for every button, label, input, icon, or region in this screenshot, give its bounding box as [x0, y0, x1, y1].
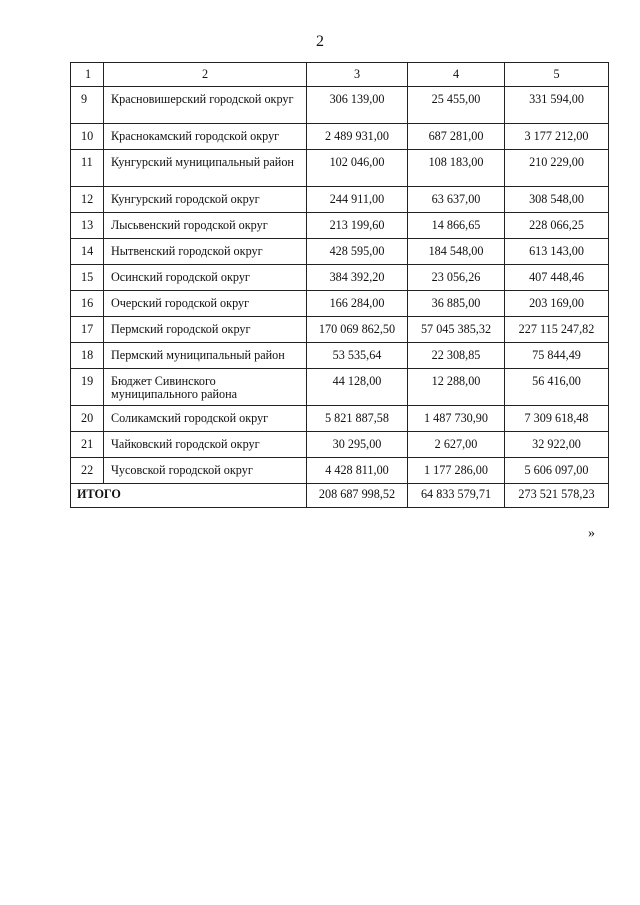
- row-value-col5: 407 448,46: [505, 265, 609, 291]
- row-number: 22: [71, 458, 104, 484]
- row-number: 17: [71, 317, 104, 343]
- row-value-col5: 56 416,00: [505, 369, 609, 406]
- row-district-name: Краснокамский городской округ: [104, 124, 307, 150]
- row-number: 21: [71, 432, 104, 458]
- row-value-col4: 12 288,00: [408, 369, 505, 406]
- row-value-col4: 57 045 385,32: [408, 317, 505, 343]
- column-header: 3: [307, 63, 408, 87]
- column-header: 4: [408, 63, 505, 87]
- row-number: 20: [71, 406, 104, 432]
- row-value-col3: 213 199,60: [307, 213, 408, 239]
- table-row: [71, 343, 609, 369]
- row-number: 9: [71, 87, 104, 124]
- row-district-name: Нытвенский городской округ: [104, 239, 307, 265]
- row-value-col5: 613 143,00: [505, 239, 609, 265]
- table-row: [71, 369, 609, 406]
- row-value-col4: 22 308,85: [408, 343, 505, 369]
- row-value-col5: 75 844,49: [505, 343, 609, 369]
- row-value-col4: 63 637,00: [408, 187, 505, 213]
- row-value-col4: 2 627,00: [408, 432, 505, 458]
- closing-quote-mark: »: [588, 526, 595, 541]
- row-value-col3: 306 139,00: [307, 87, 408, 124]
- table-body: [71, 87, 609, 508]
- row-value-col4: 36 885,00: [408, 291, 505, 317]
- table-row: [71, 265, 609, 291]
- row-number: 18: [71, 343, 104, 369]
- row-value-col3: 53 535,64: [307, 343, 408, 369]
- row-value-col4: 25 455,00: [408, 87, 505, 124]
- row-value-col5: 203 169,00: [505, 291, 609, 317]
- row-district-name: Кунгурский городской округ: [104, 187, 307, 213]
- table-row: [71, 150, 609, 187]
- table-row: [71, 124, 609, 150]
- row-value-col4: 1 487 730,90: [408, 406, 505, 432]
- total-value-col4: 64 833 579,71: [408, 484, 505, 508]
- row-district-name: Осинский городской округ: [104, 265, 307, 291]
- row-value-col3: 30 295,00: [307, 432, 408, 458]
- row-value-col4: 23 056,26: [408, 265, 505, 291]
- row-value-col5: 228 066,25: [505, 213, 609, 239]
- row-value-col5: 5 606 097,00: [505, 458, 609, 484]
- row-value-col3: 102 046,00: [307, 150, 408, 187]
- table-row: [71, 291, 609, 317]
- total-value-col3: 208 687 998,52: [307, 484, 408, 508]
- row-value-col4: 108 183,00: [408, 150, 505, 187]
- row-value-col5: 3 177 212,00: [505, 124, 609, 150]
- row-number: 10: [71, 124, 104, 150]
- table-row: [71, 187, 609, 213]
- row-district-name: Пермский муниципальный район: [104, 343, 307, 369]
- table-row: [71, 213, 609, 239]
- column-header: 5: [505, 63, 609, 87]
- row-value-col5: 210 229,00: [505, 150, 609, 187]
- table-row: [71, 239, 609, 265]
- row-number: 11: [71, 150, 104, 187]
- row-district-name: Кунгурский муниципальный район: [104, 150, 307, 187]
- row-number: 14: [71, 239, 104, 265]
- row-district-name: Красновишерский городской округ: [104, 87, 307, 124]
- budget-table: [70, 62, 609, 508]
- row-value-col3: 5 821 887,58: [307, 406, 408, 432]
- row-value-col4: 687 281,00: [408, 124, 505, 150]
- row-district-name: Чусовской городской округ: [104, 458, 307, 484]
- row-district-name: Соликамский городской округ: [104, 406, 307, 432]
- row-value-col3: 384 392,20: [307, 265, 408, 291]
- row-value-col5: 308 548,00: [505, 187, 609, 213]
- row-value-col5: 331 594,00: [505, 87, 609, 124]
- row-value-col4: 14 866,65: [408, 213, 505, 239]
- row-number: 15: [71, 265, 104, 291]
- row-value-col3: 44 128,00: [307, 369, 408, 406]
- table-row: [71, 87, 609, 124]
- row-value-col4: 184 548,00: [408, 239, 505, 265]
- total-label: ИТОГО: [71, 484, 307, 508]
- row-district-name: Бюджет Сивинского муниципального района: [104, 369, 307, 406]
- column-header: 1: [71, 63, 104, 87]
- row-value-col5: 32 922,00: [505, 432, 609, 458]
- total-row: [71, 484, 609, 508]
- row-value-col3: 2 489 931,00: [307, 124, 408, 150]
- row-number: 19: [71, 369, 104, 406]
- row-number: 12: [71, 187, 104, 213]
- row-district-name: Пермский городской округ: [104, 317, 307, 343]
- row-value-col5: 227 115 247,82: [505, 317, 609, 343]
- row-value-col4: 1 177 286,00: [408, 458, 505, 484]
- page-number: 2: [316, 33, 324, 50]
- row-district-name: Очерский городской округ: [104, 291, 307, 317]
- table-header-row: [71, 63, 609, 87]
- row-district-name: Чайковский городской округ: [104, 432, 307, 458]
- row-value-col5: 7 309 618,48: [505, 406, 609, 432]
- row-value-col3: 244 911,00: [307, 187, 408, 213]
- table-row: [71, 406, 609, 432]
- column-header: 2: [104, 63, 307, 87]
- row-value-col3: 170 069 862,50: [307, 317, 408, 343]
- table-row: [71, 458, 609, 484]
- row-value-col3: 4 428 811,00: [307, 458, 408, 484]
- table-row: [71, 432, 609, 458]
- row-value-col3: 166 284,00: [307, 291, 408, 317]
- row-value-col3: 428 595,00: [307, 239, 408, 265]
- row-number: 16: [71, 291, 104, 317]
- row-district-name: Лысьвенский городской округ: [104, 213, 307, 239]
- table-row: [71, 317, 609, 343]
- total-value-col5: 273 521 578,23: [505, 484, 609, 508]
- row-number: 13: [71, 213, 104, 239]
